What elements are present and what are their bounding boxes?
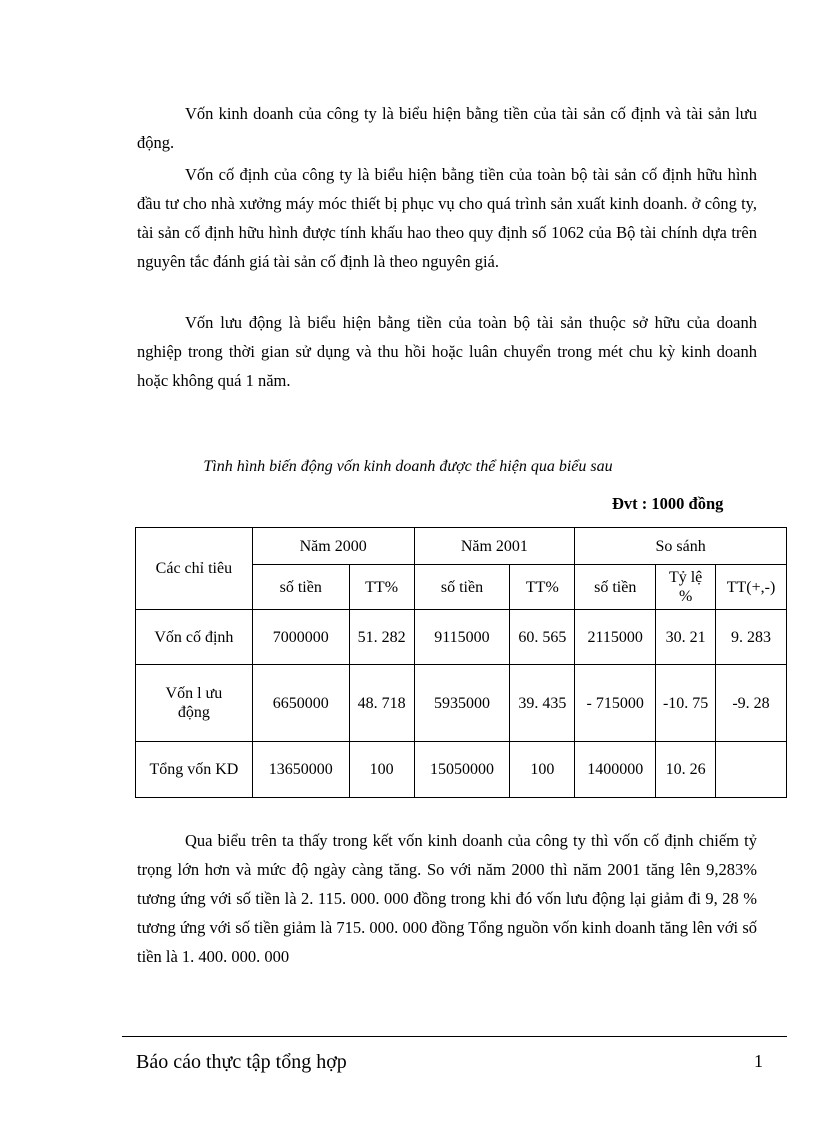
cell-tt-change: -9. 28 — [716, 665, 787, 742]
cell-amount-2000: 7000000 — [252, 610, 349, 665]
cell-tt-change: 9. 283 — [716, 610, 787, 665]
subheader-amount-2000: số tiền — [252, 565, 349, 610]
subheader-pct-2001: TT% — [510, 565, 575, 610]
cell-amount-2000: 13650000 — [252, 742, 349, 798]
paragraph-analysis: Qua biểu trên ta thấy trong kết vốn kinh doanh của công ty thì vốn cố định chiếm tỷ trọng lớn hơn và mức độ ngày càng tăng. So với năm 2000 thì năm 2001 tăng lên 9,283% tương ứng với số tiền là 2. 115. 000. 000 đồng trong khi đó vốn lưu động lại giảm đi 9, 28 % tương ứng với số tiền giảm là 715. 000. 000 đồng Tổng nguồn vốn kinh doanh tăng lên với số tiền là 1. 400. 000. 000 — [137, 831, 757, 966]
cell-ratio: 10. 26 — [656, 742, 716, 798]
header-year-2000: Năm 2000 — [252, 528, 414, 565]
cell-amount-diff: 2115000 — [575, 610, 656, 665]
cell-amount-2001: 5935000 — [414, 665, 510, 742]
cell-amount-2000: 6650000 — [252, 665, 349, 742]
cell-pct-2000: 48. 718 — [349, 665, 414, 742]
paragraph-working-capital: Vốn lưu động là biểu hiện bằng tiền của toàn bộ tài sản thuộc sở hữu của doanh nghiệp trong thời gian sử dụng và thu hồi hoặc luân chuyển trong mét chu kỳ kinh doanh hoặc không quá 1 năm. — [137, 313, 757, 390]
header-year-2001: Năm 2001 — [414, 528, 575, 565]
cell-amount-diff: 1400000 — [575, 742, 656, 798]
subheader-amount-2001: số tiền — [414, 565, 510, 610]
table-row — [136, 665, 787, 742]
cell-pct-2000: 51. 282 — [349, 610, 414, 665]
cell-amount-2001: 9115000 — [414, 610, 510, 665]
table-caption: Tình hình biến động vốn kinh doanh được thể hiện qua biểu sau — [203, 458, 613, 475]
header-compare: So sánh — [575, 528, 787, 565]
cell-pct-2001: 60. 565 — [510, 610, 575, 665]
header-indicator: Các chỉ tiêu — [136, 528, 253, 610]
cell-pct-2001: 39. 435 — [510, 665, 575, 742]
capital-table — [135, 527, 787, 798]
row-label: Tổng vốn KD — [136, 742, 253, 798]
paragraph-fixed-capital: Vốn cố định của công ty là biểu hiện bằng tiền của toàn bộ tài sản cố định hữu hình đầu tư cho nhà xưởng máy móc thiết bị phục vụ cho quá trình sản xuất kinh doanh. ở công ty, tài sản cố định hữu hình được tính khấu hao theo quy định số 1062 của Bộ tài chính dựa trên nguyên tắc đánh giá tài sản cố định là theo nguyên giá. — [137, 165, 757, 271]
cell-amount-diff: - 715000 — [575, 665, 656, 742]
table-row — [136, 610, 787, 665]
footer-title: Báo cáo thực tập tổng hợp — [136, 1051, 347, 1073]
cell-ratio: 30. 21 — [656, 610, 716, 665]
subheader-amount-diff: số tiền — [575, 565, 656, 610]
subheader-ratio: Tỷ lệ % — [656, 565, 716, 610]
table-row — [136, 742, 787, 798]
unit-label: Đvt : 1000 đồng — [612, 494, 724, 513]
page-number: 1 — [754, 1051, 763, 1071]
cell-tt-change — [716, 742, 787, 798]
row-label: Vốn l ưu động — [136, 665, 253, 742]
subheader-tt-change: TT(+,-) — [716, 565, 787, 610]
cell-ratio: -10. 75 — [656, 665, 716, 742]
cell-pct-2001: 100 — [510, 742, 575, 798]
cell-amount-2001: 15050000 — [414, 742, 510, 798]
table-header-row — [136, 528, 787, 565]
footer-divider — [122, 1036, 787, 1037]
subheader-pct-2000: TT% — [349, 565, 414, 610]
cell-pct-2000: 100 — [349, 742, 414, 798]
row-label: Vốn cố định — [136, 610, 253, 665]
paragraph-business-capital: Vốn kinh doanh của công ty là biểu hiện bằng tiền của tài sản cố định và tài sản lưu động. — [137, 104, 757, 152]
